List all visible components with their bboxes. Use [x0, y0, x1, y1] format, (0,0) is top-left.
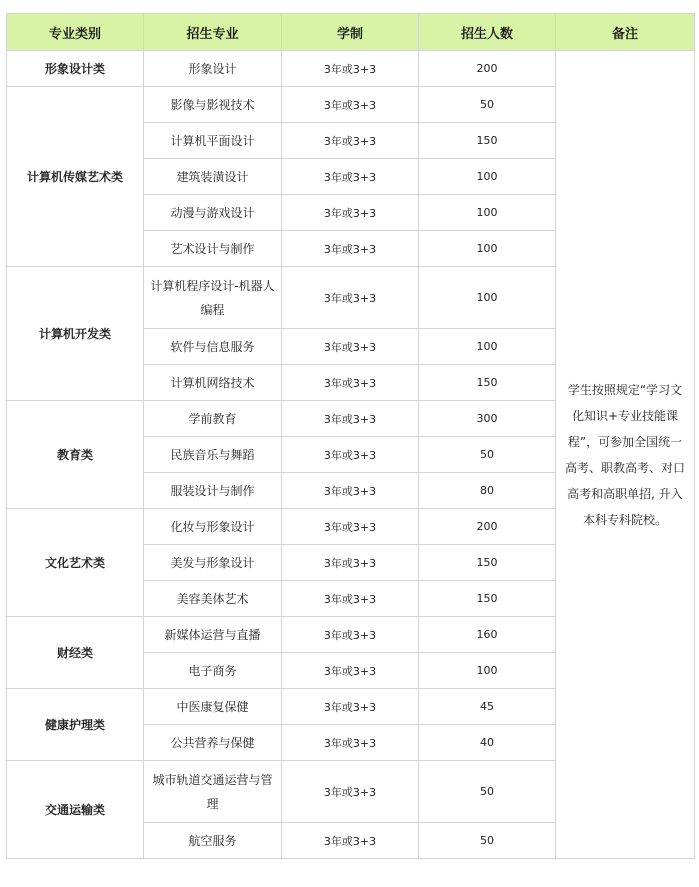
- duration-cell: 3年或3+3: [282, 761, 419, 823]
- major-cell: 中医康复保健: [144, 689, 282, 725]
- duration-cell: 3年或3+3: [282, 725, 419, 761]
- duration-cell: 3年或3+3: [282, 329, 419, 365]
- category-cell: 财经类: [7, 617, 144, 689]
- note-cell: 学生按照规定“学习文化知识+专业技能课程”，可参加全国统一高考、职教高考、对口高考和高职单招, 升入本科专科院校。: [556, 51, 695, 859]
- table-row: [7, 51, 695, 87]
- duration-cell: 3年或3+3: [282, 123, 419, 159]
- duration-cell: 3年或3+3: [282, 159, 419, 195]
- major-cell: 美容美体艺术: [144, 581, 282, 617]
- major-cell: 形象设计: [144, 51, 282, 87]
- duration-cell: 3年或3+3: [282, 51, 419, 87]
- major-cell: 影像与影视技术: [144, 87, 282, 123]
- header-note: 备注: [556, 14, 695, 51]
- enrollment-table: [6, 13, 695, 859]
- enrollment-cell: 200: [419, 51, 556, 87]
- duration-cell: 3年或3+3: [282, 437, 419, 473]
- enrollment-cell: 50: [419, 761, 556, 823]
- duration-cell: 3年或3+3: [282, 581, 419, 617]
- duration-cell: 3年或3+3: [282, 195, 419, 231]
- major-cell: 美发与形象设计: [144, 545, 282, 581]
- enrollment-cell: 40: [419, 725, 556, 761]
- duration-cell: 3年或3+3: [282, 823, 419, 859]
- major-cell: 城市轨道交通运营与管理: [144, 761, 282, 823]
- major-cell: 计算机程序设计-机器人编程: [144, 267, 282, 329]
- header-major: 招生专业: [144, 14, 282, 51]
- category-cell: 文化艺术类: [7, 509, 144, 617]
- header-row: [7, 14, 695, 51]
- enrollment-cell: 100: [419, 653, 556, 689]
- duration-cell: 3年或3+3: [282, 231, 419, 267]
- major-cell: 化妆与形象设计: [144, 509, 282, 545]
- enrollment-cell: 80: [419, 473, 556, 509]
- duration-cell: 3年或3+3: [282, 401, 419, 437]
- major-cell: 计算机网络技术: [144, 365, 282, 401]
- major-cell: 公共营养与保健: [144, 725, 282, 761]
- enrollment-cell: 100: [419, 267, 556, 329]
- header-enrollment: 招生人数: [419, 14, 556, 51]
- category-cell: 形象设计类: [7, 51, 144, 87]
- duration-cell: 3年或3+3: [282, 545, 419, 581]
- enrollment-cell: 160: [419, 617, 556, 653]
- major-cell: 学前教育: [144, 401, 282, 437]
- duration-cell: 3年或3+3: [282, 365, 419, 401]
- duration-cell: 3年或3+3: [282, 267, 419, 329]
- major-cell: 服装设计与制作: [144, 473, 282, 509]
- category-cell: 教育类: [7, 401, 144, 509]
- enrollment-cell: 150: [419, 545, 556, 581]
- major-cell: 动漫与游戏设计: [144, 195, 282, 231]
- duration-cell: 3年或3+3: [282, 689, 419, 725]
- major-cell: 电子商务: [144, 653, 282, 689]
- category-cell: 健康护理类: [7, 689, 144, 761]
- duration-cell: 3年或3+3: [282, 509, 419, 545]
- enrollment-cell: 150: [419, 365, 556, 401]
- enrollment-cell: 45: [419, 689, 556, 725]
- duration-cell: 3年或3+3: [282, 617, 419, 653]
- major-cell: 民族音乐与舞蹈: [144, 437, 282, 473]
- header-duration: 学制: [282, 14, 419, 51]
- table-body: [7, 51, 695, 859]
- enrollment-cell: 100: [419, 231, 556, 267]
- major-cell: 艺术设计与制作: [144, 231, 282, 267]
- enrollment-cell: 100: [419, 159, 556, 195]
- enrollment-cell: 50: [419, 823, 556, 859]
- major-cell: 航空服务: [144, 823, 282, 859]
- major-cell: 软件与信息服务: [144, 329, 282, 365]
- duration-cell: 3年或3+3: [282, 473, 419, 509]
- header-category: 专业类别: [7, 14, 144, 51]
- enrollment-cell: 100: [419, 329, 556, 365]
- major-cell: 建筑装潢设计: [144, 159, 282, 195]
- enrollment-cell: 150: [419, 581, 556, 617]
- category-cell: 交通运输类: [7, 761, 144, 859]
- category-cell: 计算机开发类: [7, 267, 144, 401]
- enrollment-cell: 50: [419, 87, 556, 123]
- duration-cell: 3年或3+3: [282, 87, 419, 123]
- duration-cell: 3年或3+3: [282, 653, 419, 689]
- enrollment-cell: 200: [419, 509, 556, 545]
- major-cell: 计算机平面设计: [144, 123, 282, 159]
- enrollment-cell: 300: [419, 401, 556, 437]
- enrollment-cell: 150: [419, 123, 556, 159]
- category-cell: 计算机传媒艺术类: [7, 87, 144, 267]
- enrollment-cell: 100: [419, 195, 556, 231]
- enrollment-cell: 50: [419, 437, 556, 473]
- major-cell: 新媒体运营与直播: [144, 617, 282, 653]
